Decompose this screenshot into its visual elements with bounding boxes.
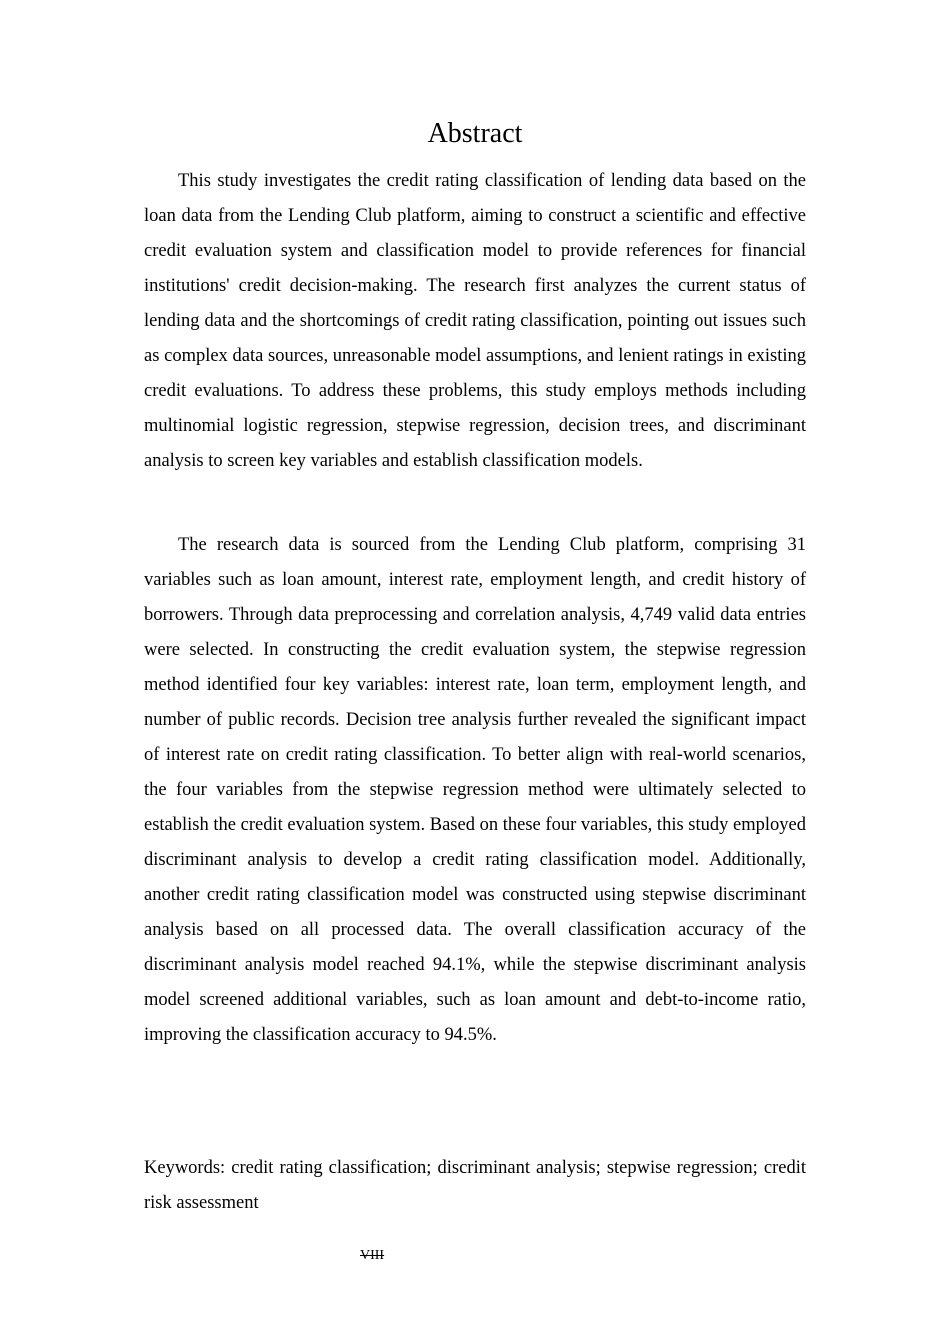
abstract-title: Abstract [427,118,523,149]
keywords-line: Keywords: credit rating classification; discriminant analysis; stepwise regression; credit risk assessment [144,1158,806,1213]
page-number: VIII [360,1248,385,1263]
abstract-paragraph-1: This study investigates the credit rating classification of lending data based on the loan data from the Lending Club platform, aiming to construct a scientific and effective credit evaluation system and classification model to provide references for financial institutions' credit decision-making. The research first analyzes the current status of lending data and the shortcomings of credit rating classification, pointing out issues such as complex data sources, unreasonable model assumptions, and lenient ratings in existing credit evaluations. To address these problems, this study employs methods including multinomial logistic regression, stepwise regression, decision trees, and discriminant analysis to screen key variables and establish classification models. [144,171,806,471]
abstract-paragraph-2: The research data is sourced from the Lending Club platform, comprising 31 variables such as loan amount, interest rate, employment length, and credit history of borrowers. Through data preprocessing and correlation analysis, 4,749 valid data entries were selected. In constructing the credit evaluation system, the stepwise regression method identified four key variables: interest rate, loan term, employment length, and number of public records. Decision tree analysis further revealed the significant impact of interest rate on credit rating classification. To better align with real-world scenarios, the four variables from the stepwise regression method were ultimately selected to establish the credit evaluation system. Based on these four variables, this study employed discriminant analysis to develop a credit rating classification model. Additionally, another credit rating classification model was constructed using stepwise discriminant analysis based on all processed data. The overall classification accuracy of the discriminant analysis model reached 94.1%, while the stepwise discriminant analysis model screened additional variables, such as loan amount and debt-to-income ratio, improving the classification accuracy to 94.5%. [144,535,806,1045]
